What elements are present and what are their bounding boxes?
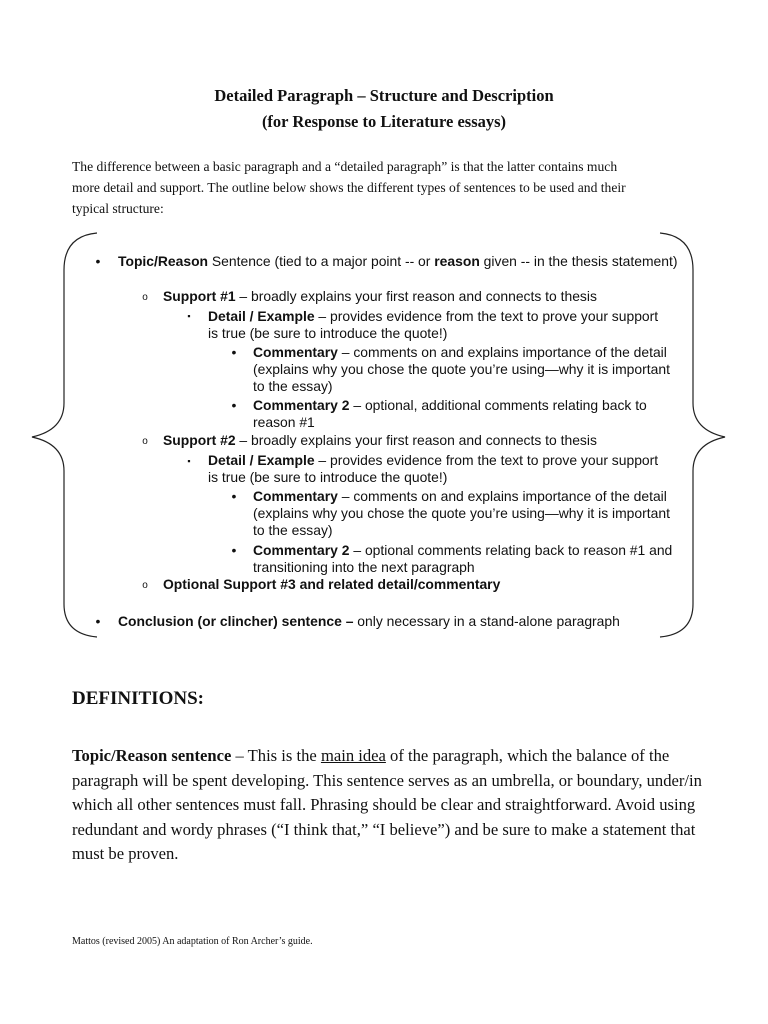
intro-line-1: The difference between a basic paragraph and a “detailed paragraph” is that the latter contains much (72, 159, 618, 174)
outline-detail-1: Detail / Example – provides evidence from the text to prove your support is true (be sure to introduce the quote!) (208, 308, 659, 341)
intro-line-3: typical structure: (72, 201, 164, 216)
disc-bullet: • (95, 613, 101, 629)
definition-term: Topic/Reason sentence (72, 746, 232, 765)
page-title: Detailed Paragraph – Structure and Description (214, 86, 554, 105)
disc-bullet: • (231, 397, 237, 413)
outline-commentary-3: Commentary – comments on and explains importance of the detail (explains why you chose the quote you’re using—why it is important to the essay) (253, 488, 670, 538)
outline-support-2: Support #2 – broadly explains your first reason and connects to thesis (163, 432, 597, 448)
outline-support-3: Optional Support #3 and related detail/commentary (163, 576, 501, 592)
disc-bullet: • (231, 542, 237, 558)
definition-topic-reason: Topic/Reason sentence – This is the main idea of the paragraph, which the balance of the paragraph will be spent developing. This sentence serves as an umbrella, or boundary, under/in which all other sentences must fall. Phrasing should be clear and straightforward. Avoid using redundant and wordy phrases (“I think that,” “I believe”) and be sure to make a statement that must be proven. (72, 746, 702, 863)
disc-bullet: • (231, 344, 237, 360)
intro-line-2: more detail and support. The outline below shows the different types of sentences to be used and their (72, 180, 626, 195)
circle-bullet: o (142, 436, 148, 447)
underlined-phrase: main idea (320, 746, 386, 765)
disc-bullet: • (95, 253, 101, 269)
disc-bullet: • (231, 488, 237, 504)
outline-topic: Topic/Reason Sentence (tied to a major point -- or reason given -- in the thesis statement) (118, 253, 678, 269)
outline-detail-2: Detail / Example – provides evidence from the text to prove your support is true (be sure to introduce the quote!) (208, 452, 659, 485)
circle-bullet: o (142, 580, 148, 591)
outline-support-1: Support #1 – broadly explains your first reason and connects to thesis (163, 288, 597, 304)
outline-commentary-1: Commentary – comments on and explains importance of the detail (explains why you chose the quote you’re using—why it is important to the essay) (253, 344, 670, 394)
page-subtitle: (for Response to Literature essays) (261, 112, 507, 131)
circle-bullet: o (142, 292, 148, 303)
square-bullet: ▪ (187, 311, 191, 321)
definitions-heading: DEFINITIONS: (72, 688, 204, 709)
outline-commentary-4: Commentary 2 – optional comments relating back to reason #1 and transitioning into the next paragraph (253, 542, 673, 575)
outline-commentary-2: Commentary 2 – optional, additional comments relating back to reason #1 (253, 397, 647, 430)
footer-credit: Mattos (revised 2005) An adaptation of Ron Archer’s guide. (72, 936, 313, 947)
outline-conclusion: Conclusion (or clincher) sentence – only necessary in a stand-alone paragraph (118, 613, 620, 629)
square-bullet: ▪ (187, 456, 191, 466)
